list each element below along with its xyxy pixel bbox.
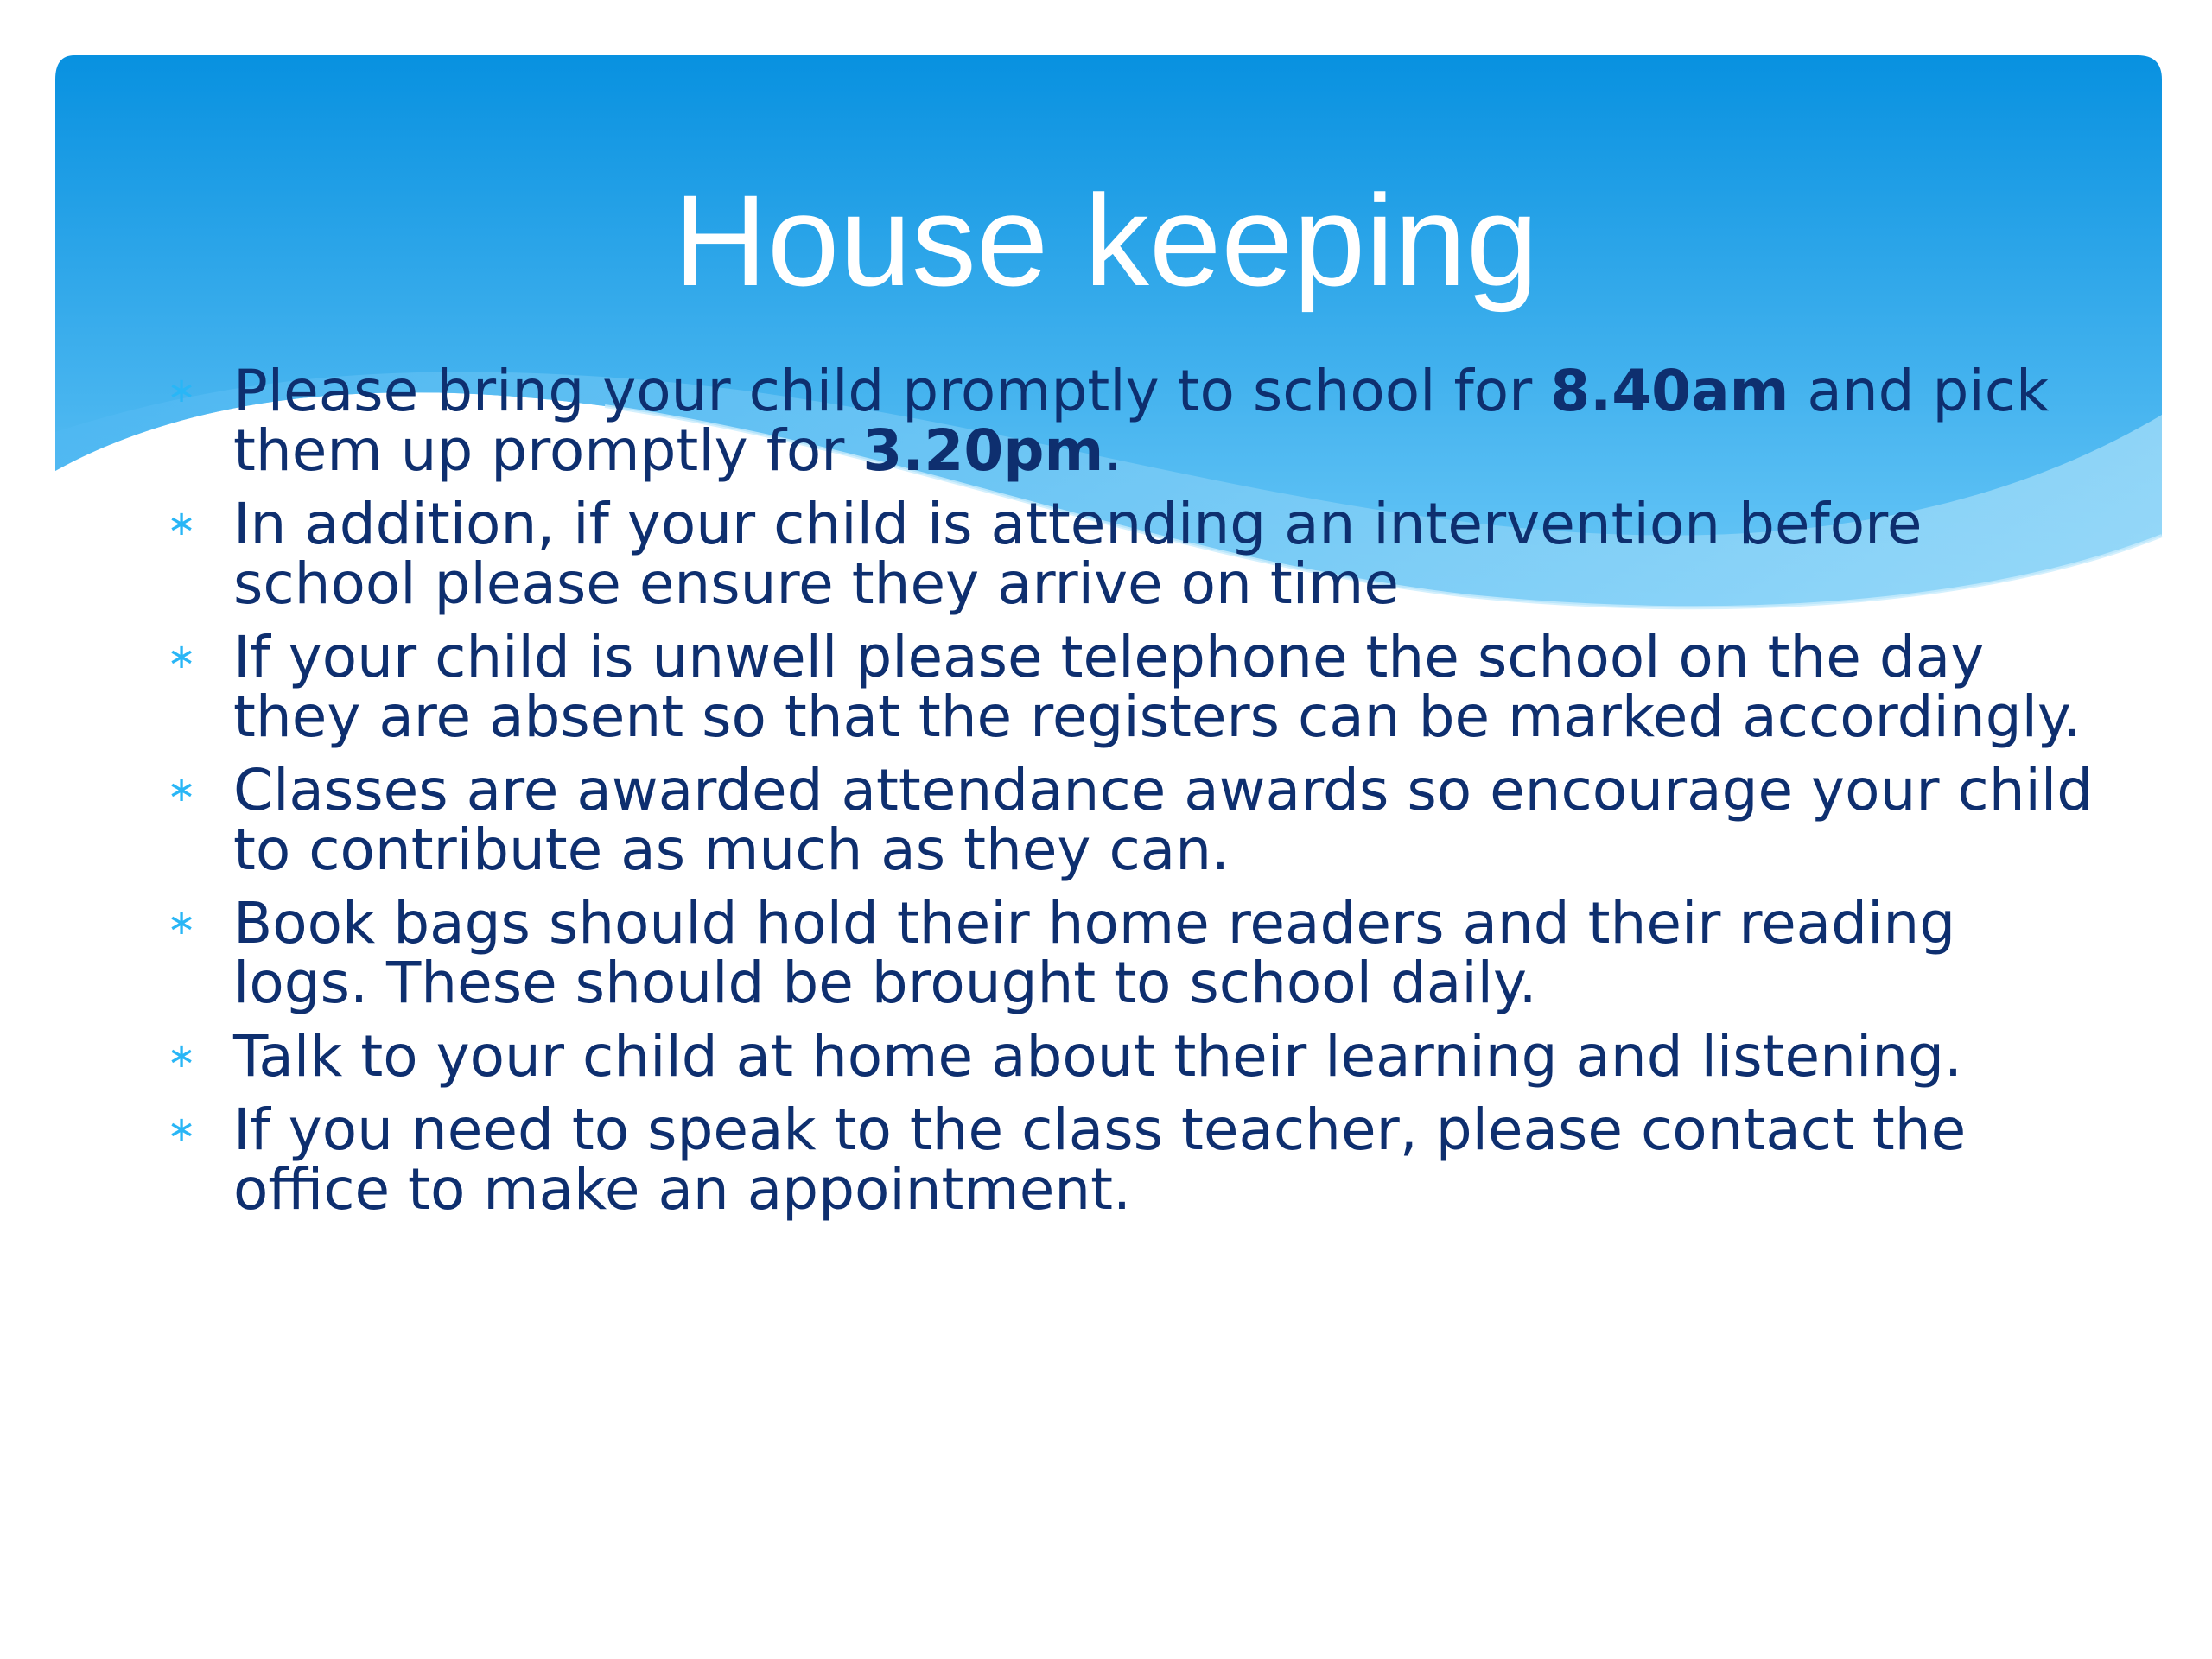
slide-title: House keeping	[673, 168, 1539, 313]
bullet-item-intervention	[164, 491, 2100, 617]
bullet-text	[233, 358, 2049, 484]
bullet-text: If your child is unwell please telephone the school on the day they are absent so that the registers can be marked accordingly.	[233, 624, 2082, 750]
bullet-asterisk-icon: ∗	[167, 1036, 196, 1076]
bullet-asterisk-icon: ∗	[167, 504, 196, 543]
start-time: 8.40am	[1550, 358, 1789, 424]
bullet-item-attendance-awards	[164, 757, 2100, 883]
bullet-text: Classes are awarded attendance awards so encourage your child to contribute as much as they can.	[233, 757, 2094, 883]
bullet-asterisk-icon: ∗	[167, 903, 196, 943]
bullet-item-arrival-times	[164, 358, 2100, 484]
finish-time: 3.20pm	[862, 417, 1104, 484]
bullet-item-book-bags	[164, 890, 2100, 1016]
bullet-asterisk-icon: ∗	[167, 770, 196, 810]
bullet-text: In addition, if your child is attending an intervention before school please ensure they arrive on time	[233, 491, 1923, 617]
bullet-item-contact-teacher	[164, 1096, 2100, 1223]
bullet-text-part: Please bring your child promptly to school for	[233, 358, 1551, 424]
bullet-text: Book bags should hold their home readers and their reading logs. These should be brought to school daily.	[233, 890, 1956, 1016]
bullet-asterisk-icon: ∗	[167, 637, 196, 677]
bullet-text: If you need to speak to the class teacher, please contact the office to make an appointment.	[233, 1096, 1967, 1223]
bullet-text: Talk to your child at home about their learning and listening.	[233, 1023, 1963, 1090]
bullet-item-talk-at-home	[164, 1023, 2100, 1090]
bullet-item-absence	[164, 624, 2100, 750]
bullet-asterisk-icon: ∗	[167, 371, 196, 410]
bullet-asterisk-icon: ∗	[167, 1109, 196, 1149]
bullet-text-part: .	[1103, 417, 1122, 484]
bullet-list	[164, 358, 2100, 1233]
bullet-text-part: and pick them up promptly for	[233, 358, 2050, 484]
